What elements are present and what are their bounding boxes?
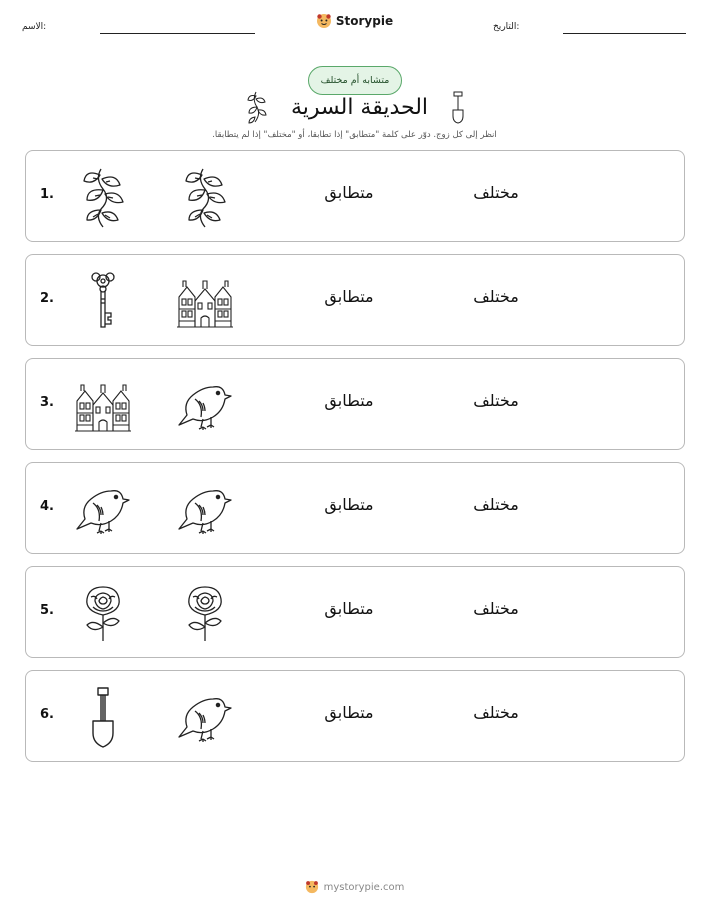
rose-icon (71, 581, 135, 645)
name-field-line[interactable] (100, 33, 255, 34)
date-field-line[interactable] (563, 33, 686, 34)
same-option[interactable]: متطابق (324, 703, 374, 722)
same-option[interactable]: متطابق (324, 495, 374, 514)
different-option[interactable]: مختلف (473, 599, 519, 618)
name-label: الاسم: (22, 22, 47, 32)
question-row (25, 254, 685, 346)
question-row (25, 566, 685, 658)
worksheet-type-badge: متشابه أم مختلف (308, 66, 402, 95)
key-icon (71, 269, 135, 333)
manor-house-icon (173, 269, 237, 333)
question-row (25, 358, 685, 450)
footer (0, 880, 709, 894)
robin-bird-icon (173, 685, 237, 749)
vine-icon (243, 90, 269, 124)
storypie-logo-icon (316, 13, 332, 29)
question-number: 2. (40, 291, 54, 306)
vine-icon (173, 165, 237, 229)
question-number: 5. (40, 603, 54, 618)
question-row (25, 462, 685, 554)
different-option[interactable]: مختلف (473, 703, 519, 722)
same-option[interactable]: متطابق (324, 391, 374, 410)
rose-icon (173, 581, 237, 645)
question-row (25, 670, 685, 762)
different-option[interactable]: مختلف (473, 495, 519, 514)
vine-icon (71, 165, 135, 229)
robin-bird-icon (71, 477, 135, 541)
date-label: التاريخ: (493, 22, 520, 32)
storypie-logo-icon (305, 880, 319, 894)
shovel-icon (71, 685, 135, 749)
question-number: 4. (40, 499, 54, 514)
question-number: 1. (40, 187, 54, 202)
robin-bird-icon (173, 477, 237, 541)
different-option[interactable]: مختلف (473, 183, 519, 202)
footer-url[interactable]: mystorypie.com (323, 881, 405, 893)
question-number: 3. (40, 395, 54, 410)
instructions-text: انظر إلى كل زوج. دوّر على كلمة "متطابق" إذا تطابقا، أو "مختلف" إذا لم يتطابقا. (212, 130, 497, 140)
title-row (0, 90, 709, 124)
question-row (25, 150, 685, 242)
robin-bird-icon (173, 373, 237, 437)
shovel-icon (450, 90, 466, 124)
page-title: الحديقة السرية (290, 94, 429, 120)
different-option[interactable]: مختلف (473, 287, 519, 306)
brand-logo (0, 13, 709, 29)
manor-house-icon (71, 373, 135, 437)
same-option[interactable]: متطابق (324, 183, 374, 202)
question-number: 6. (40, 707, 54, 722)
different-option[interactable]: مختلف (473, 391, 519, 410)
same-option[interactable]: متطابق (324, 287, 374, 306)
same-option[interactable]: متطابق (324, 599, 374, 618)
brand-name: Storypie (335, 14, 394, 28)
